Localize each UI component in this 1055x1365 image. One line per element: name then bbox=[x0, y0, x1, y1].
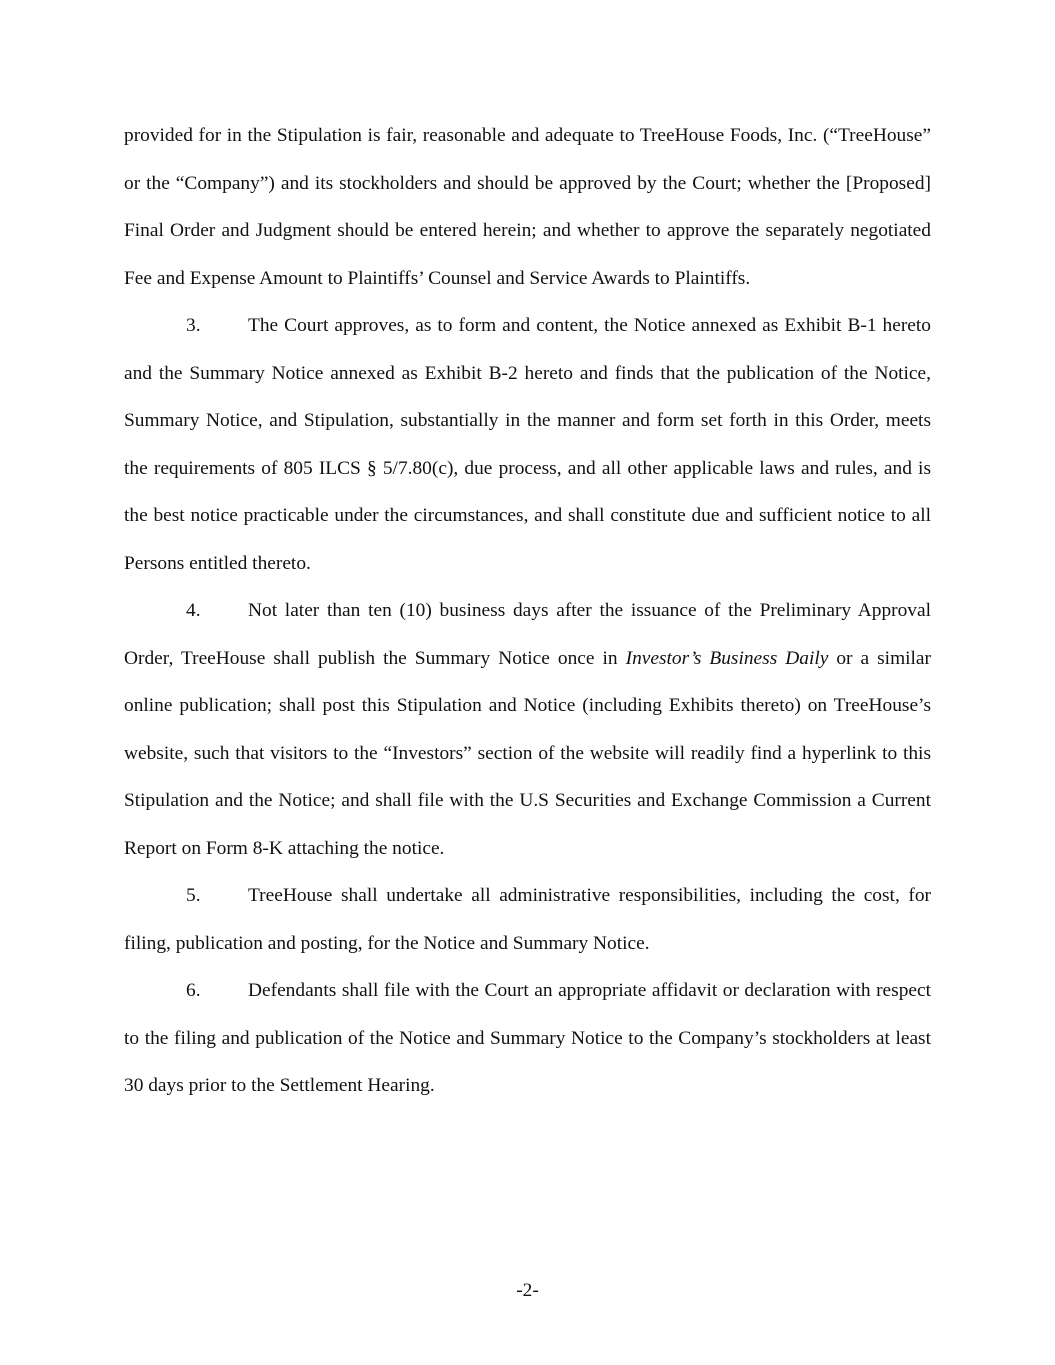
document-body bbox=[124, 112, 931, 1110]
paragraph-text: TreeHouse shall undertake all administrative responsibilities, including the cost, for filing, publication and posting, for the Notice and Summary Notice. bbox=[124, 885, 931, 954]
publication-name: Investor’s Business Daily bbox=[625, 647, 829, 669]
paragraph-text: Defendants shall file with the Court an appropriate affidavit or declaration with respect to the filing and publication of the Notice and Summary Notice to the Company’s stockholders at least 30 days prior to the Settlement Hearing. bbox=[124, 980, 931, 1096]
paragraph-6 bbox=[124, 967, 931, 1110]
page-number: -2- bbox=[516, 1280, 539, 1301]
paragraph-number: 5. bbox=[186, 885, 201, 906]
continuation-text: provided for in the Stipulation is fair, reasonable and adequate to TreeHouse Foods, Inc. (“TreeHouse” or the “Company”) and its stockholders and should be approved by the Court; whether the [Proposed] Final Order and Judgment should be entered herein; and whether to approve the separately negotiated Fee and Expense Amount to Plaintiffs’ Counsel and Service Awards to Plaintiffs. bbox=[124, 125, 931, 289]
paragraph-number: 4. bbox=[186, 600, 201, 621]
paragraph-4 bbox=[124, 587, 931, 872]
continuation-paragraph bbox=[124, 112, 931, 302]
paragraph-text-after: or a similar online publication; shall post this Stipulation and Notice (including Exhibits thereto) on TreeHouse’s website, such that visitors to the “Investors” section of the website will readily find a hyperlink to this Stipulation and the Notice; and shall file with the U.S Securities and Exchange Commission a Current Report on Form 8-K attaching the notice. bbox=[124, 647, 931, 859]
paragraph-number: 3. bbox=[186, 315, 201, 336]
paragraph-3 bbox=[124, 302, 931, 587]
paragraph-text-before: Not later than ten (10) business days after the issuance of the Preliminary Approval Order, TreeHouse shall publish the Summary Notice once in bbox=[124, 600, 931, 669]
paragraph-text: The Court approves, as to form and content, the Notice annexed as Exhibit B-1 hereto and the Summary Notice annexed as Exhibit B-2 hereto and finds that the publication of the Notice, Summary Notice, and Stipulation, substantially in the manner and form set forth in this Order, meets the requirements of 805 ILCS § 5/7.80(c), due process, and all other applicable laws and rules, and is the best notice practicable under the circumstances, and shall constitute due and sufficient notice to all Persons entitled thereto. bbox=[124, 315, 931, 574]
paragraph-number: 6. bbox=[186, 980, 201, 1001]
paragraph-5 bbox=[124, 872, 931, 967]
